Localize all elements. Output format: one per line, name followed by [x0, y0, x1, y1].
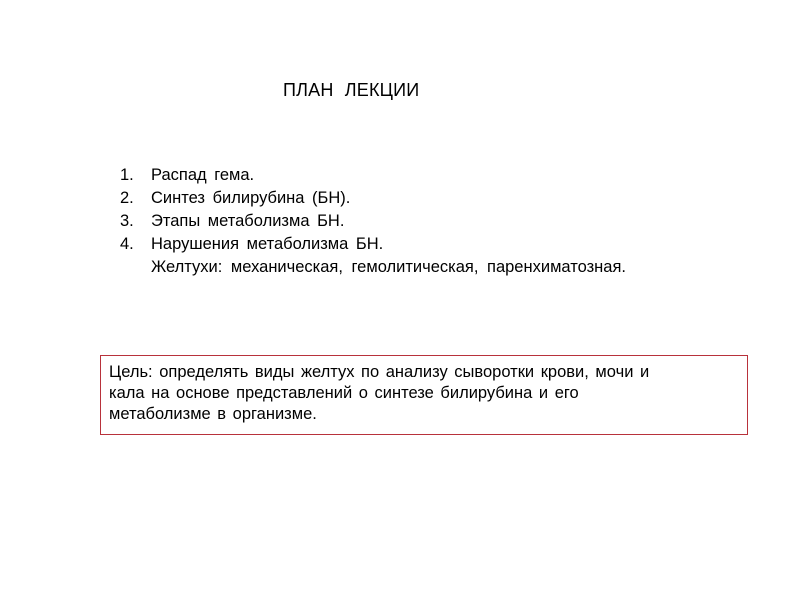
plan-item [120, 187, 626, 210]
goal-line: кала на основе представлений о синтезе билирубина и его [109, 384, 579, 402]
plan-item-number: 2. [120, 189, 134, 207]
plan-item-number: 3. [120, 212, 134, 230]
lecture-plan-title: ПЛАН ЛЕКЦИИ [283, 80, 420, 100]
plan-item [120, 210, 626, 233]
plan-subitem-jaundice-types: Желтухи: механическая, гемолитическая, паренхиматозная. [151, 258, 626, 276]
plan-item-number: 4. [120, 235, 134, 253]
plan-item [120, 164, 626, 187]
lecture-plan-list [120, 164, 626, 279]
plan-item-text: Синтез билирубина (БН). [151, 189, 351, 207]
plan-item [120, 233, 626, 256]
goal-line: Цель: определять виды желтух по анализу сыворотки крови, мочи и [109, 363, 650, 381]
goal-line: метаболизме в организме. [109, 405, 317, 423]
lecture-goal-box [100, 355, 748, 435]
plan-item-text: Распад гема. [151, 166, 255, 184]
plan-item-text: Этапы метаболизма БН. [151, 212, 345, 230]
plan-item-text: Нарушения метаболизма БН. [151, 235, 384, 253]
plan-item-number: 1. [120, 166, 134, 184]
